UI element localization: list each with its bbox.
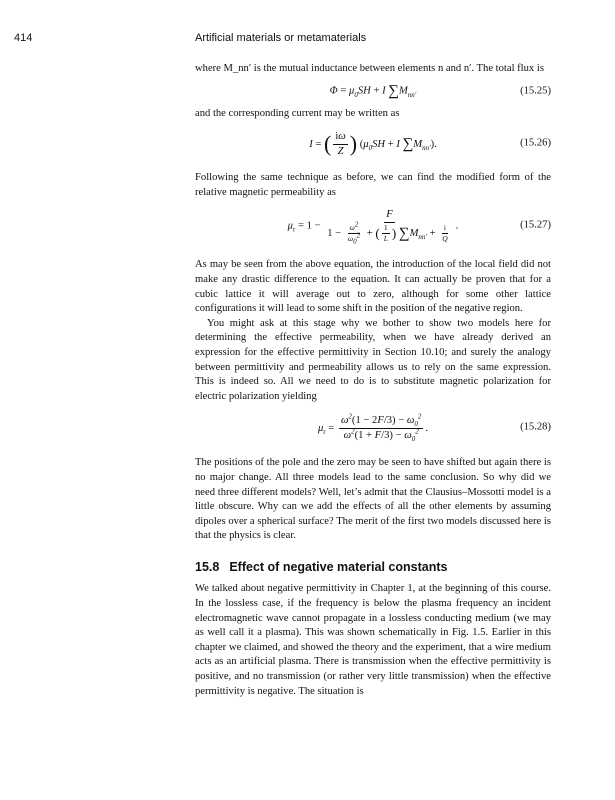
equation-15-26-body: I = ( $\frac{i\omega}{Z}$ ) ($\mu_0SH + I$ $\sum M_{nn'}$).	[309, 130, 437, 157]
section-heading	[195, 560, 551, 575]
equation-15-28-body: $\mu_r$ = $\frac{\omega^2(1 - 2F/3) - \omega_0^2}{\omega^2(1 + F/3) - \omega_0^2}$ .	[317, 412, 429, 443]
page-body	[195, 62, 551, 699]
equation-15-25	[195, 77, 551, 107]
equation-15-25-body: $\Phi = \mu_0SH + I$ $\sum M_{nn'}$	[329, 82, 417, 99]
equation-15-26	[195, 121, 551, 167]
paragraph-pole-zero-shift: The positions of the pole and the zero may be seen to have shifted but again there is no major change. All three models lead to the same conclusion. So why did we need three different models? Well, let’s admit that the Clausius–Mossotti model is a little obscure. Why can we add the effects of all the other elements by assuming dipoles over a spherical surface? The merit of the first two models discussed here is that the physics is clear.	[195, 457, 551, 542]
page-number: 414	[14, 32, 33, 44]
paragraph-negative-permittivity: We talked about negative permittivity in Chapter 1, at the beginning of this course. In the lossless case, if the frequency is below the plasma frequency an incident electromagnetic wave cannot propagate in a lossless conducting medium (we may as well call it a plasma). This was shown schematically in Fig. 1.5. Earlier in this chapter we claimed, and showed the theory and the experiment, that a wire medium acts as an artificial plasma. There is transmission when the effective permittivity is positive, and no transmission (or rather very little transmission) when the effective permittivity is negative. The situation is	[195, 583, 551, 697]
equation-number-15-25: (15.25)	[520, 85, 551, 97]
equation-number-15-28: (15.28)	[520, 422, 551, 434]
paragraph-local-field: As may be seen from the above equation, the introduction of the local field did not make any drastic difference to the equation. It can actually be proven that for a cubic lattice it will average out to zero, although for some other lattice configurations it will lead to some shift in the position of the negative region.	[195, 259, 551, 315]
section-title: Effect of negative material constants	[229, 559, 448, 574]
paragraph-where-mutual-inductance: where M_nn′ is the mutual inductance between elements n and n′. The total flux is	[195, 63, 544, 74]
equation-number-15-27: (15.27)	[520, 220, 551, 232]
equation-15-27-body: $\mu_r = 1$ − F 1 − $\frac{\omega^2}{\omega_0^2}$ + ( $\frac{1}{L}$ ) $\sum M_{nn'}$ + $\frac{i}{Q}$ .	[287, 209, 459, 246]
paragraph-following-technique: Following the same technique as before, we can find the modified form of the relative magnetic permeability as	[195, 172, 551, 198]
running-title: Artificial materials or metamaterials	[195, 32, 367, 44]
section-number: 15.8	[195, 559, 220, 574]
paragraph-two-models: You might ask at this stage why we bother to show two models here for determining the effective permeability, when we have already derived an expression for the effective permittivity in Section 10.10; and surely the analogy between permittivity and permeability allows us to rely on the same expression. This is indeed so. All we need to do is to substitute magnetic polarization for electric polarization yielding	[195, 317, 551, 402]
equation-15-27	[195, 200, 551, 252]
equation-15-28	[195, 404, 551, 452]
equation-number-15-26: (15.26)	[520, 137, 551, 149]
paragraph-corresponding-current: and the corresponding current may be written as	[195, 107, 400, 119]
